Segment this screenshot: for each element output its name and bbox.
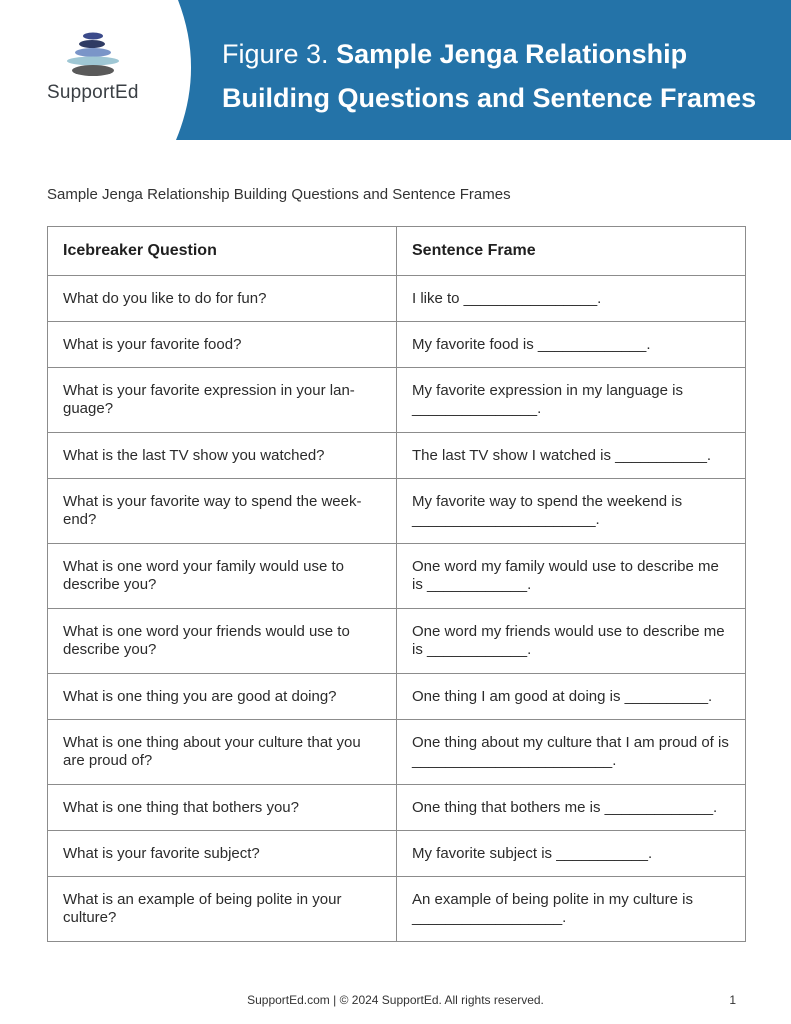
question-cell: What is your favorite subject? — [48, 831, 397, 877]
question-cell: What is an example of being polite in your culture? — [48, 877, 397, 942]
table-row — [48, 368, 746, 433]
column-header-question: Icebreaker Question — [48, 227, 397, 276]
table-row — [48, 322, 746, 368]
frame-cell: My favorite expression in my language is _______________. — [397, 368, 746, 433]
frame-cell: I like to ________________. — [397, 276, 746, 322]
questions-table — [47, 226, 746, 942]
frame-cell: An example of being polite in my culture is __________________. — [397, 877, 746, 942]
question-cell: What is your favorite food? — [48, 322, 397, 368]
question-cell: What is one thing about your culture that you are proud of? — [48, 720, 397, 785]
question-cell: What do you like to do for fun? — [48, 276, 397, 322]
frame-cell: My favorite way to spend the weekend is ______________________. — [397, 479, 746, 544]
table-caption: Sample Jenga Relationship Building Questions and Sentence Frames — [47, 186, 511, 203]
frame-cell: The last TV show I watched is ___________. — [397, 433, 746, 479]
table-row — [48, 831, 746, 877]
question-cell: What is one thing you are good at doing? — [48, 674, 397, 720]
page-title — [222, 32, 782, 120]
brand-name: SupportEd — [47, 82, 139, 103]
question-cell: What is your favorite way to spend the week-end? — [48, 479, 397, 544]
footer-copyright: SupportEd.com | © 2024 SupportEd. All rights reserved. — [247, 993, 544, 1007]
frame-cell: One thing about my culture that I am proud of is ________________________. — [397, 720, 746, 785]
frame-cell: One thing that bothers me is _____________. — [397, 785, 746, 831]
frame-cell: One word my friends would use to describe me is ____________. — [397, 609, 746, 674]
table-row — [48, 877, 746, 942]
table-row — [48, 276, 746, 322]
frame-cell: My favorite food is _____________. — [397, 322, 746, 368]
table-row — [48, 785, 746, 831]
table-row — [48, 433, 746, 479]
frame-cell: One thing I am good at doing is __________. — [397, 674, 746, 720]
frame-cell: My favorite subject is ___________. — [397, 831, 746, 877]
page-number: 1 — [729, 993, 736, 1007]
table-row — [48, 479, 746, 544]
figure-label: Figure 3. — [222, 39, 329, 69]
question-cell: What is one thing that bothers you? — [48, 785, 397, 831]
table-row — [48, 544, 746, 609]
table-row — [48, 609, 746, 674]
question-cell: What is the last TV show you watched? — [48, 433, 397, 479]
table-row — [48, 720, 746, 785]
table-row — [48, 674, 746, 720]
question-cell: What is one word your friends would use to describe you? — [48, 609, 397, 674]
figure-title: Sample Jenga Relationship Building Questions and Sentence Frames — [222, 39, 757, 113]
column-header-frame: Sentence Frame — [397, 227, 746, 276]
question-cell: What is one word your family would use to describe you? — [48, 544, 397, 609]
question-cell: What is your favorite expression in your lan-guage? — [48, 368, 397, 433]
table-header-row — [48, 227, 746, 276]
stacked-stones-icon — [40, 30, 150, 80]
frame-cell: One word my family would use to describe me is ____________. — [397, 544, 746, 609]
